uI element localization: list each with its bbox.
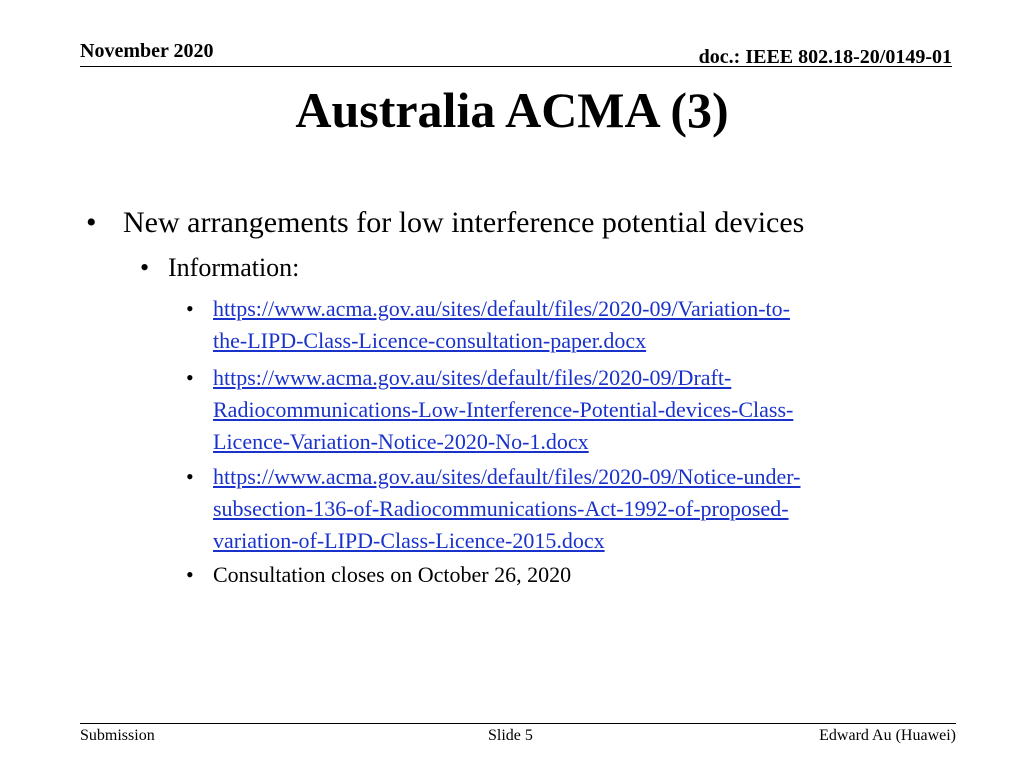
- link-line[interactable]: subsection-136-of-Radiocommunications-Act-1992-of-proposed-: [213, 496, 789, 521]
- bullet-dot-icon: •: [186, 296, 194, 321]
- link-line[interactable]: the-LIPD-Class-Licence-consultation-paper.docx: [213, 328, 647, 353]
- link-line[interactable]: https://www.acma.gov.au/sites/default/files/2020-09/Variation-to-: [213, 296, 790, 321]
- link-line[interactable]: variation-of-LIPD-Class-Licence-2015.docx: [213, 528, 605, 553]
- bullet-level1-text: New arrangements for low interference potential devices: [123, 206, 805, 239]
- header-date: November 2020: [80, 40, 214, 62]
- bullet-dot-icon: •: [140, 253, 150, 282]
- link-line[interactable]: https://www.acma.gov.au/sites/default/files/2020-09/Draft-: [213, 365, 732, 390]
- bullet-dot-icon: •: [186, 464, 194, 489]
- bullet-dot-icon: •: [86, 206, 97, 239]
- bullet-dot-icon: •: [186, 562, 194, 587]
- link-section-136-notice[interactable]: [213, 461, 801, 557]
- header-doc-id: doc.: IEEE 802.18-20/0149-01: [698, 46, 952, 68]
- link-variation-paper[interactable]: [213, 293, 790, 357]
- bullet-dot-icon: •: [186, 365, 194, 390]
- slide-title: Australia ACMA (3): [295, 82, 729, 138]
- footer-submission: Submission: [80, 727, 155, 744]
- link-line[interactable]: Licence-Variation-Notice-2020-No-1.docx: [213, 429, 589, 454]
- footer-slide-number: Slide 5: [488, 727, 533, 744]
- bullet-level2-text: Information:: [168, 253, 300, 282]
- footer-author: Edward Au (Huawei): [819, 727, 956, 744]
- header-divider: [80, 66, 952, 67]
- footer-divider: [80, 723, 956, 724]
- consultation-closes-text: Consultation closes on October 26, 2020: [213, 562, 572, 587]
- link-draft-notice[interactable]: [213, 362, 793, 458]
- link-line[interactable]: https://www.acma.gov.au/sites/default/files/2020-09/Notice-under-: [213, 464, 801, 489]
- link-line[interactable]: Radiocommunications-Low-Interference-Potential-devices-Class-: [213, 397, 794, 422]
